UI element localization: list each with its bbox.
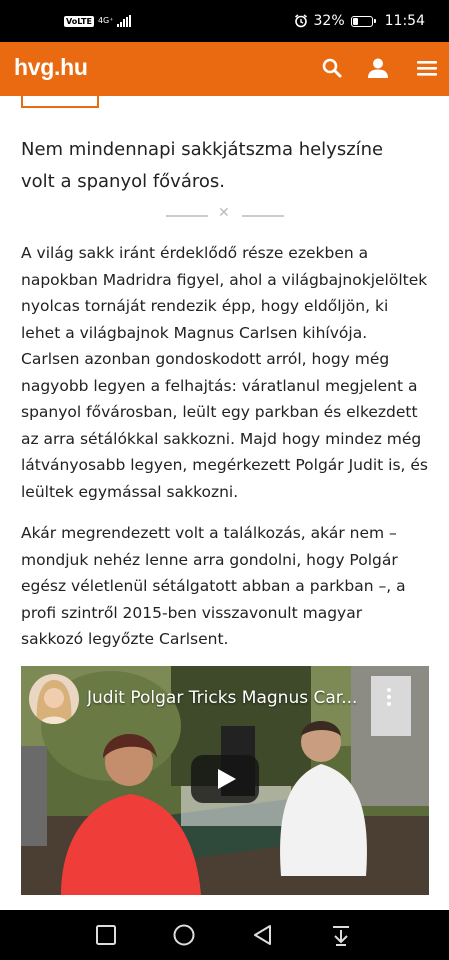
youtube-video-embed[interactable] (21, 666, 429, 895)
user-icon[interactable] (366, 56, 390, 80)
status-left (64, 15, 131, 27)
article-lead: Nem mindennapi sakkjátszma helyszíne volt a spanyol főváros. (21, 139, 384, 192)
back-triangle-icon[interactable] (251, 923, 275, 947)
channel-avatar[interactable] (29, 674, 79, 724)
signal-icon (117, 15, 131, 27)
play-button[interactable] (191, 755, 259, 803)
status-bar (0, 0, 449, 42)
article-paragraph: Akár megrendezett volt a találkozás, akár nem – mondjuk nehéz lenne arra gondolni, hogy Polgár egész véletlenül sétálgatott abban a parkban –, a profi szintről 2015-ben visszavonult magyar sakkozó legyőzte Carlsent. (21, 524, 406, 648)
divider-x-icon: ✕ (218, 205, 230, 221)
network-type: 4G⁺ (97, 16, 114, 25)
category-tag-label: SZÍNES (37, 84, 83, 97)
clock: 11:54 (384, 13, 425, 29)
video-title[interactable]: Judit Polgar Tricks Magnus Car... (87, 688, 358, 708)
section-divider (166, 205, 284, 222)
alarm-icon (294, 14, 308, 28)
site-logo[interactable]: hvg.hu (14, 54, 88, 80)
battery-fill (353, 18, 358, 25)
status-right (294, 13, 425, 29)
category-tag[interactable] (21, 84, 99, 108)
menu-icon[interactable] (415, 56, 439, 80)
square-icon[interactable] (94, 923, 118, 947)
circle-icon[interactable] (172, 923, 196, 947)
search-icon[interactable] (320, 56, 344, 80)
more-options-icon[interactable] (387, 688, 393, 709)
system-nav-bar (0, 910, 449, 960)
battery-percent: 32% (313, 13, 345, 29)
battery-icon (351, 16, 373, 27)
volte-badge: VoLTE (66, 16, 92, 26)
download-arrow-icon[interactable] (329, 923, 353, 947)
article-paragraph: A világ sakk iránt érdeklődő része ezekben a napokban Madridra figyel, ahol a világbajnokjelöltek nyolcas tornáját rendezik épp, hogy eldőljön, ki lehet a világbajnok Magnus Carlsen kihívója. Carlsen azonban gondoskodott arról, hogy még nagyobb legyen a felhajtás: váratlanul megjelent a spanyol fővárosban, leült egy parkban és elkezdett az arra sétálókkal sakkozni. Majd hogy mindez még látványosabb legyen, megérkezett Polgár Judit is, és leültek egymással sakkozni. (21, 244, 428, 501)
